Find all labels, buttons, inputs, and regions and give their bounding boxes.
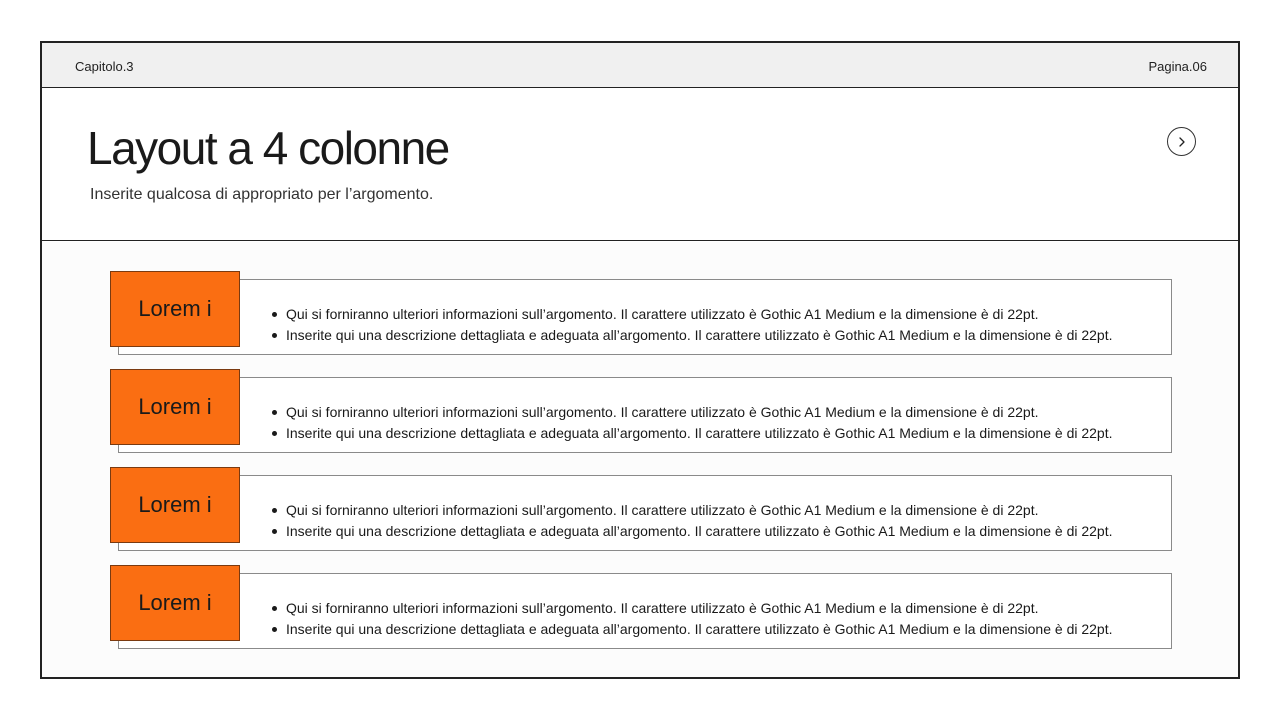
content-row [110,369,1172,453]
page-title: Layout a 4 colonne [87,122,449,174]
chapter-label: Capitolo.3 [75,59,134,74]
row-text-box [118,573,1172,649]
top-bar [42,43,1238,88]
bullet-item: Qui si forniranno ulteriori informazioni sull’argomento. Il carattere utilizzato è Gothic A1 Medium e la dimensione è di 22pt. [271,500,1113,521]
page-number: Pagina.06 [1148,59,1207,74]
bullet-item: Inserite qui una descrizione dettagliata e adeguata all’argomento. Il carattere utilizzato è Gothic A1 Medium e la dimensione è di 22pt. [271,521,1113,542]
row-text-box [118,279,1172,355]
bullet-item: Qui si forniranno ulteriori informazioni sull’argomento. Il carattere utilizzato è Gothic A1 Medium e la dimensione è di 22pt. [271,304,1113,325]
bullet-list [271,500,1113,542]
bullet-item: Inserite qui una descrizione dettagliata e adeguata all’argomento. Il carattere utilizzato è Gothic A1 Medium e la dimensione è di 22pt. [271,423,1113,444]
bullet-item: Inserite qui una descrizione dettagliata e adeguata all’argomento. Il carattere utilizzato è Gothic A1 Medium e la dimensione è di 22pt. [271,619,1113,640]
bullet-item: Qui si forniranno ulteriori informazioni sull’argomento. Il carattere utilizzato è Gothic A1 Medium e la dimensione è di 22pt. [271,598,1113,619]
content-row [110,565,1172,649]
row-text-box [118,475,1172,551]
content-area [42,242,1238,677]
content-row [110,271,1172,355]
row-label: Lorem i [110,467,240,543]
content-row [110,467,1172,551]
title-section [42,89,1238,241]
chevron-right-icon [1176,136,1188,148]
row-label: Lorem i [110,369,240,445]
bullet-item: Qui si forniranno ulteriori informazioni sull’argomento. Il carattere utilizzato è Gothic A1 Medium e la dimensione è di 22pt. [271,402,1113,423]
page-subtitle: Inserite qualcosa di appropriato per l’argomento. [90,186,434,203]
row-text-box [118,377,1172,453]
bullet-list [271,402,1113,444]
bullet-list [271,598,1113,640]
bullet-item: Inserite qui una descrizione dettagliata e adeguata all’argomento. Il carattere utilizzato è Gothic A1 Medium e la dimensione è di 22pt. [271,325,1113,346]
row-label: Lorem i [110,271,240,347]
slide [40,41,1240,679]
row-label: Lorem i [110,565,240,641]
bullet-list [271,304,1113,346]
next-button[interactable] [1167,127,1196,156]
